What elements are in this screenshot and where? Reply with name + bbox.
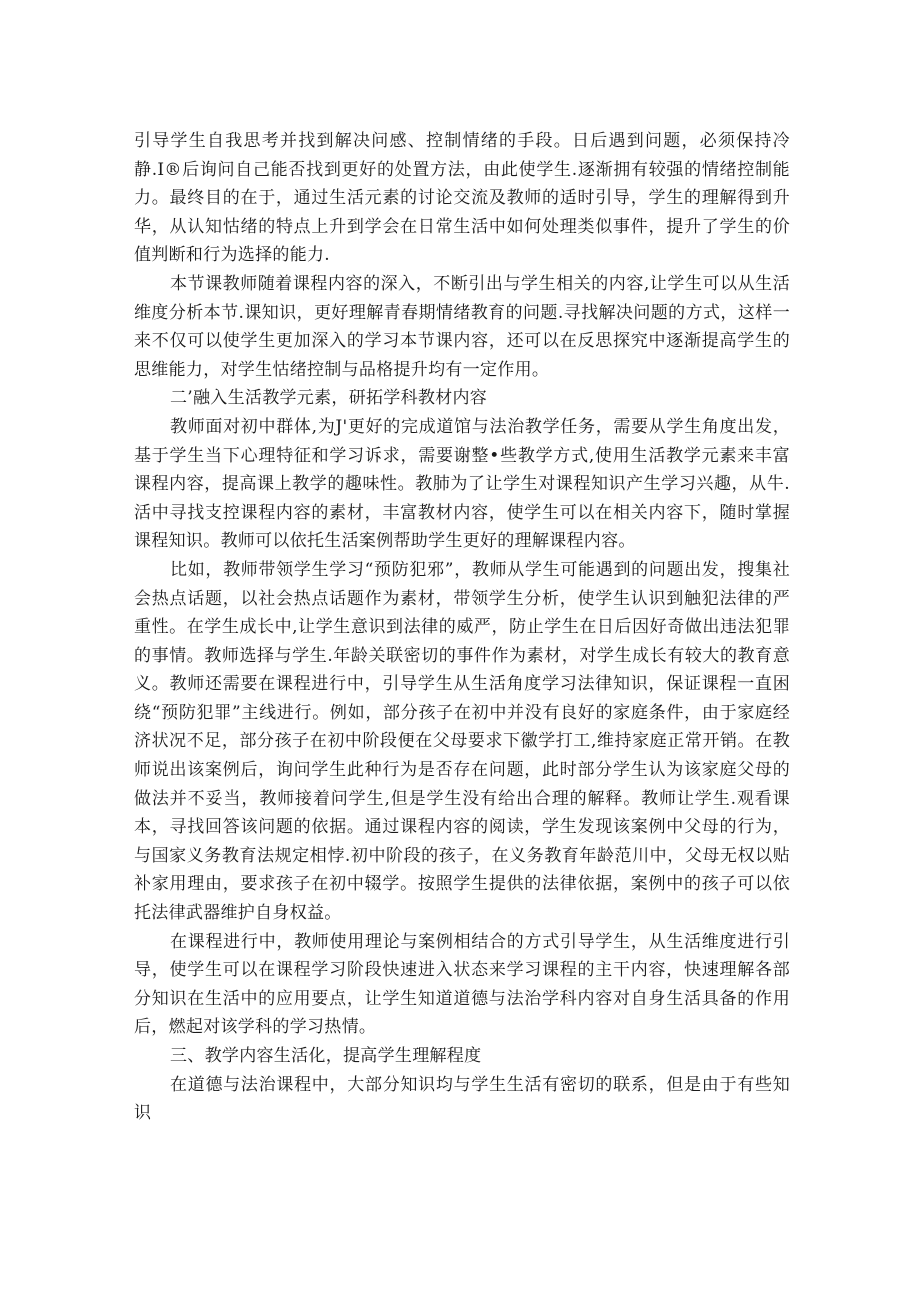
paragraph-theory-and-case-method: 在课程进行中，教师使用理论与案例相结合的方式引导学生，从生活维度进行引导，使学生可以在课程学习阶段快速进入状态来学习课程的主干内容，快速理解各部分知识在生活中的应用要点，让学生知道道德与法治学科内容对自身生活具备的作用后，燃起对该学科的学习热情。 — [134, 931, 790, 1038]
section-heading-3: 三、教学内容生活化，提高学生理解程度 — [170, 1046, 482, 1066]
paragraph-life-teaching-elements: 教师面对初中群体,为J'更好的完成道馆与法治教学任务，需要从学生角度出发，基于学生当下心理特征和学习诉求，需要谢整•些教学方式,使用生活教学元素来丰富课程内容，提高课上教学的趣味性。教肺为了让学生对课程知识产生学习兴趣，从牛.活中寻找支控课程内容的素材，丰富教材内容，使学生可以在相关内容下，随时掌握课程知识。教师可以依托生活案例帮助学生更好的理解课程内容。 — [134, 416, 790, 552]
paragraph-life-dimension-analysis: 本节课教师随着课程内容的深入，不断引出与学生相关的内容,让学生可以从生活维度分析本节.课知识，更好理解青春期情绪教育的问题.寻找解决问题的方式，这样一来不仅可以使学生更加深入的学习本节课内容，还可以在反思探究中逐渐提高学生的思维能力，对学生怙绪控制与品格提升均有一定作用。 — [134, 273, 790, 380]
section-heading-2: 二’融入生活教学元素，研拓学科教材内容 — [170, 388, 488, 409]
paragraph-emotion-control-guidance: 引导学生自我思考并找到解决问感、控制情绪的手段。日后遇到问题，必须保持冷静.I®后询问自己能否找到更好的处置方法，由此使学生.逐渐拥有较强的情绪控制能力。最终目的在于，通过生活元素的讨论交流及教师的适时引导，学生的理解得到升华，从认知怙绪的特点上升到学会在日常生活中如何处理类似事件，提升了学生的价值判断和行为选择的能力. — [134, 131, 790, 266]
document-body — [134, 127, 790, 1128]
paragraph-crime-prevention-example: 比如，教师带领学生学习“预防犯邪”，教师从学生可能遇到的问题出发，搜集社会热点话题，以社会热点话题作为素材，带领学生分析，使学生认识到触犯法律的严重性。在学生成长中,让学生意识到法律的威严，防止学生在日后因好奇做出违法犯罪的事情。教师选择与学生.年龄关联密切的事件作为素材，对学生成长有较大的教育意义。教师还需要在课程进行中，引导学生从生活角度学习法律知识，保证课程一直困绕“预防犯罪”主线进行。例如，部分孩子在初中并没有良好的家庭条件，由于家庭经济状况不足，部分孩子在初中阶段便在父母要求下徽学打工,维持家庭正常开销。在教师说出该案例后，询问学生此种行为是否存在问题，此时部分学生认为该家庭父母的做法并不妥当，教师接着问学生,但是学生没有给出合理的解释。教师让学生.观看课本，寻找回答该问题的依据。通过课程内容的阅读，学生发现该案例中父母的行为，与国家义务教育法规定相悖.初中阶段的孩子，在义务教育年龄范川中，父母无权以贴补家用理由，要求孩子在初中辍学。按照学生提供的法律依据，案例中的孩子可以依托法律武器维护自身权益。 — [134, 559, 790, 924]
paragraph-course-knowledge-intro: 在道德与法治课程中，大部分知识均与学生生活有密切的联系，但是由于有些知识 — [134, 1074, 790, 1124]
